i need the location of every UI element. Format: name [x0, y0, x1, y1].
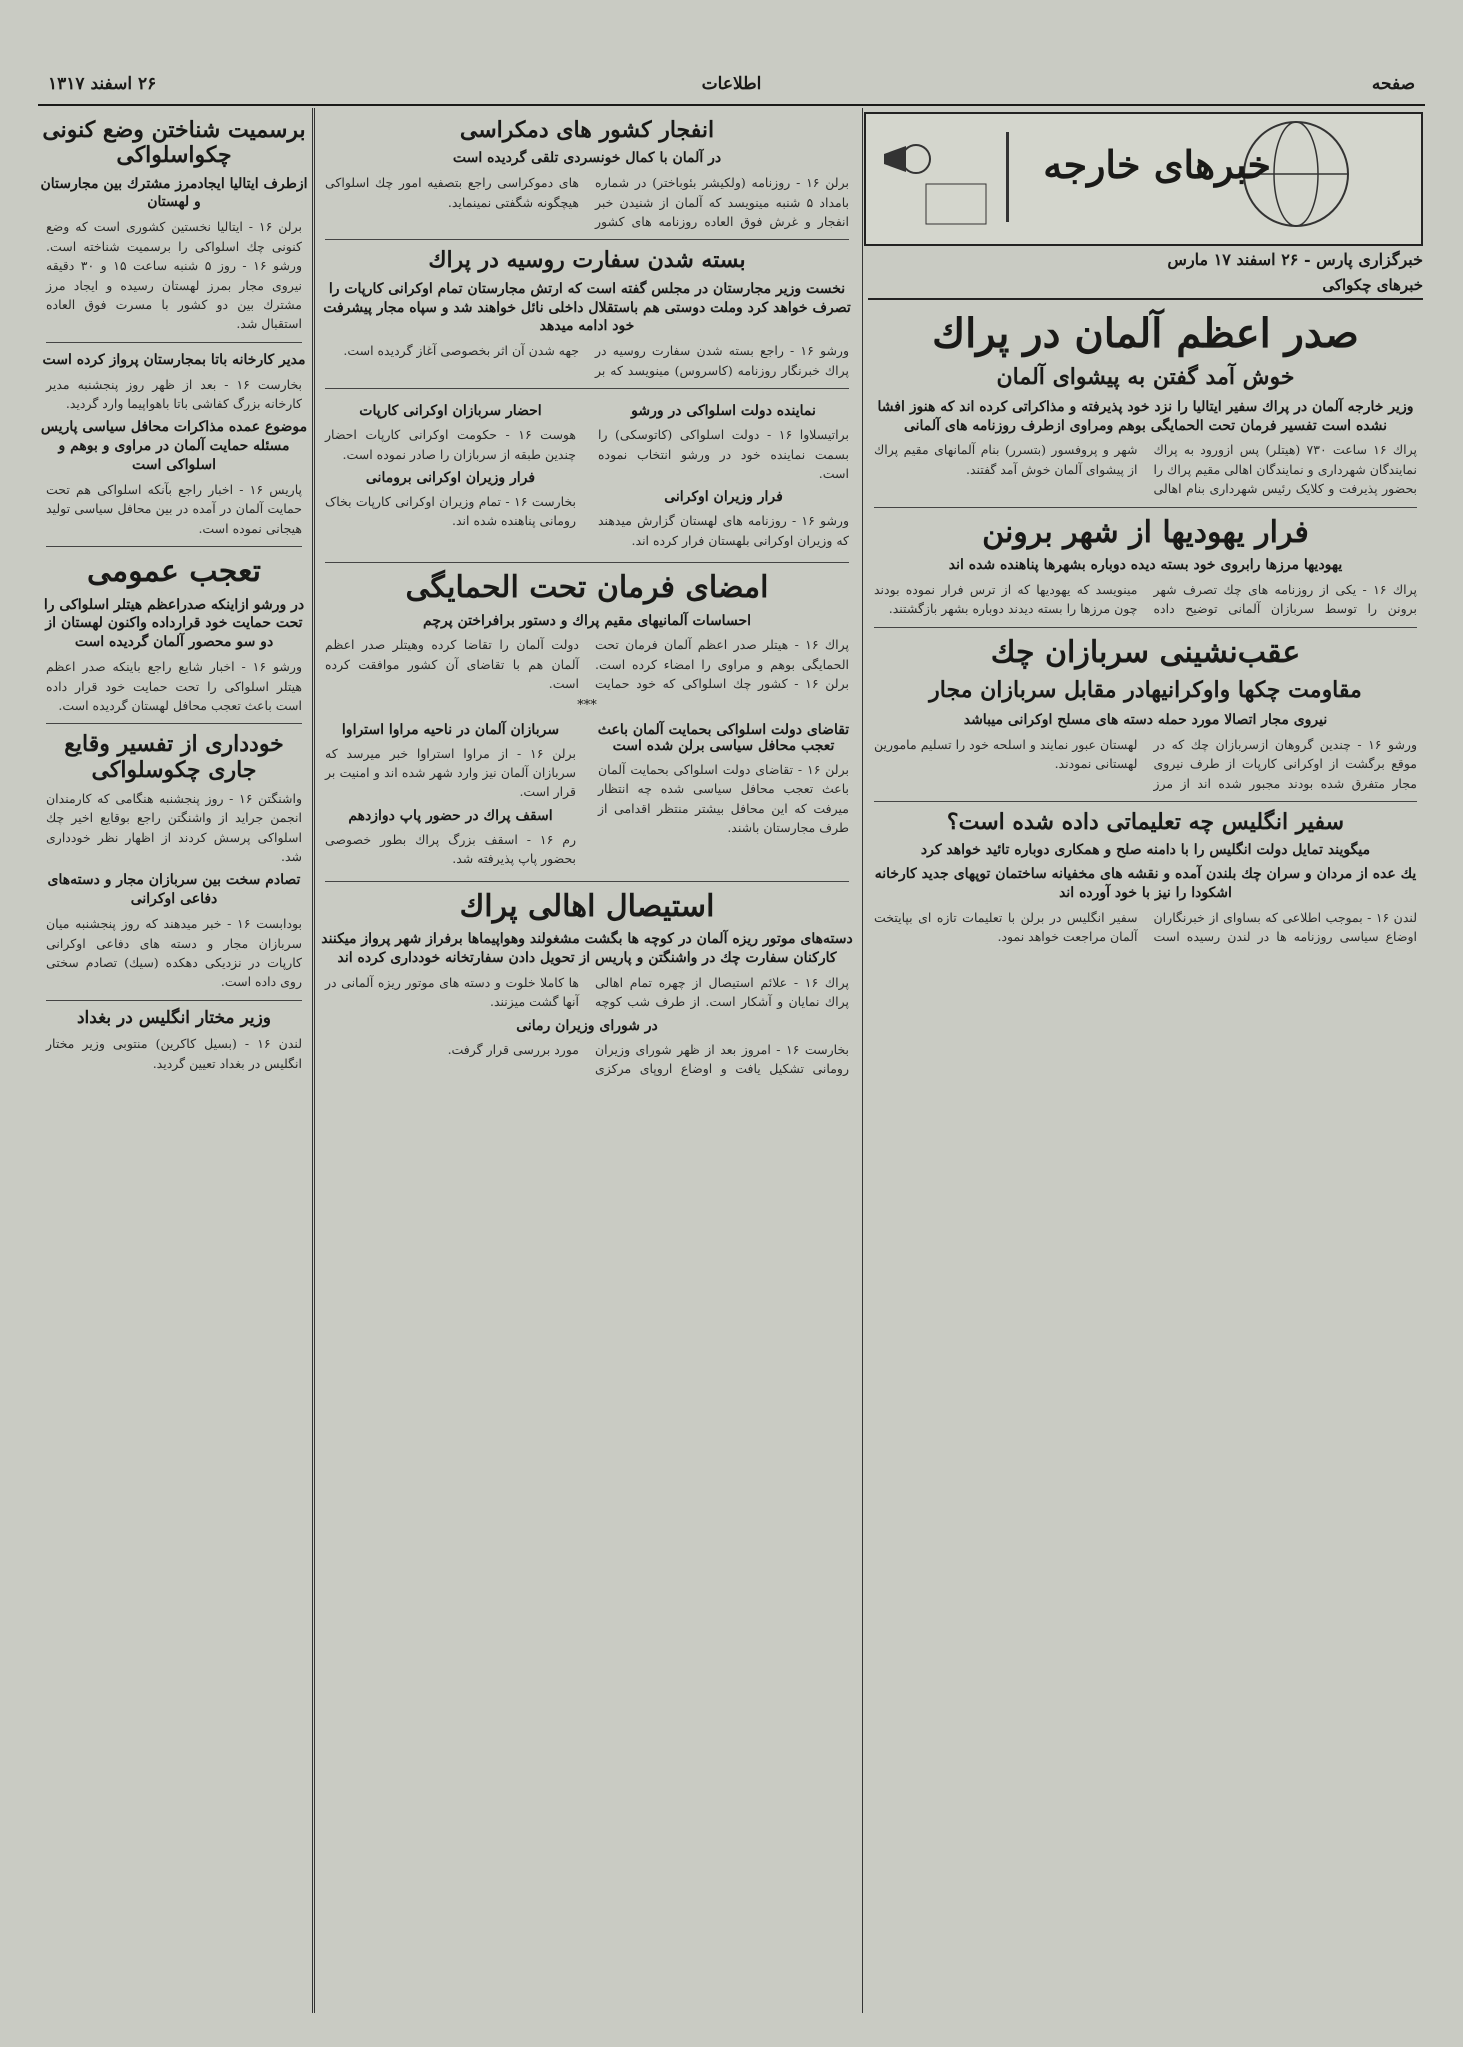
embassy-headline: بسته شدن سفارت روسیه در پراك: [428, 247, 746, 274]
divider: [325, 562, 849, 563]
divider: [874, 627, 1417, 628]
rep-headline: نماینده دولت اسلواکی در ورشو: [631, 403, 816, 420]
troops-headline: سربازان آلمان در ناحیه مراوا استراوا: [341, 721, 560, 738]
summon-body: هوست ۱۶ - حکومت اوکرانی کارپات احضار چندین طبقه از سربازان را صادر نموده است.: [325, 427, 576, 462]
divider: [46, 1000, 302, 1001]
council-body: بخارست ۱۶ - امروز بعد از ظهر شورای وزیران رومانی تشکیل یافت و اوضاع اروپای مرکزی مورد بررسی قرار گرفت.: [447, 1041, 849, 1077]
page-label: صفحه: [1371, 74, 1415, 94]
recognize-headline: برسمیت شناختن وضع کنونی چکواسلواکی: [42, 117, 306, 169]
divider: [874, 801, 1417, 802]
divider: [874, 507, 1417, 508]
brief-left-2: [319, 716, 582, 873]
retreat-body: ورشو ۱۶ - چندین گروهان ازسربازان چك که در موقع برگشت از اوکرانی کارپات از طرف نیروی مجار متفرق شده بودند مجبور شده اند از مرز لهستان عبور نمایند و اسلحه خود را تسلیم مامورین لهستانی نمودند.: [874, 736, 1417, 791]
surprise-headline: تعجب عمومی: [87, 554, 261, 590]
bishop-headline: اسقف پراك در حضور پاپ دوازدهم: [348, 807, 553, 824]
brief-row-2: [319, 716, 855, 873]
protectorate-headline: امضای فرمان تحت الحمایگی: [405, 570, 769, 606]
brief-right: [592, 397, 855, 554]
middle-column: [319, 112, 855, 2012]
clash-headline: تصادم سخت بین سربازان مجار و دسته‌های دفاعی اوکرانی: [47, 872, 301, 908]
britain-deck: میگویند تمایل دولت انگلیس را با دامنه صلح و همکاری دوباره تائید خواهد کرد: [920, 842, 1371, 859]
retreat-deck: نیروی مجار اتصالا مورد حمله دسته های مسلح اوکرانی میباشد: [963, 711, 1328, 728]
romania-body: بخارست ۱۶ - تمام وزیران اوکرانی کارپات بخاک رومانی پناهنده شده اند.: [325, 493, 576, 529]
britain-deck-2: یك عده از مردان و سران چك بلندن آمده و نقشه های مخفیانه ساختمان توپهای جدید کارخانه اشکودا را نیز با خود آورده اند: [874, 866, 1417, 902]
ministers-body: ورشو ۱۶ - روزنامه های لهستان گزارش میدهند که وزیران اوکرانی بلهستان فرار کرده اند.: [598, 513, 850, 548]
retreat-headline: عقب‌نشینی سربازان چك: [990, 634, 1301, 670]
factory-body: بخارست ۱۶ - بعد از ظهر روز پنجشنبه مدیر کارخانه بزرگ کفاشی باتا باهواپیما وارد گردید.: [46, 376, 302, 411]
retreat-subheadline: مقاومت چکها واوکرانیهادر مقابل سربازان مجار: [929, 677, 1362, 704]
divider: [46, 546, 302, 547]
banner-title: خبرهای خارجه: [1043, 142, 1271, 187]
prague-deck: دسته‌های موتور ریزه آلمان در کوچه ها بگشت مشغولند وهواپیماها برفراز شهر پرواز میکنند کارکنان سفارت چك در واشنگتن و پاریس از تحویل دادن سفارتخانه خودداری کرده اند: [321, 931, 853, 967]
surprise-body: ورشو ۱۶ - اخبار شایع راجع باینکه صدر اعظم هیتلر اسلواکی را تحت حمایت خود قرار داده است باعث تعجب محافل لهستان گردیده است.: [46, 659, 302, 713]
refrain-headline: خودداری از تفسیر وقایع جاری چکوسلواکی: [64, 731, 284, 783]
embassy-deck: نخست وزیر مجارستان در مجلس گفته است که ارتش مجارستان تمام اوکرانی کارپات را تصرف خواهد کرد وملت دوستی هم باستقلال داخلی نائل خواهند شد و سپاه مجار پیشرفت خود ادامه میدهد: [323, 280, 851, 335]
democracy-headline: انفجار کشور های دمکراسی: [459, 117, 715, 143]
envoy-body: لندن ۱۶ - (بسیل کاکرین) منتوبی وزیر مختار انگلیس در بغداد تعیین گردید.: [46, 1036, 302, 1071]
paris-body: پاریس ۱۶ - اخبار راجع بآنکه اسلواکی هم تحت حمایت آلمان در آمده در بین محافل سیاسی تولید هیجانی نموده است.: [46, 481, 302, 536]
paris-headline: موضوع عمده مذاکرات محافل سیاسی پاریس مسئله حمایت آلمان در مراوی و بوهم و اسلواکی است: [40, 419, 308, 474]
britain-headline: سفیر انگلیس چه تعلیماتی داده شده است؟: [946, 808, 1345, 835]
recognize-body: برلن ۱۶ - ایتالیا نخستین کشوری است که وضع کنونی چك اسلواکی را برسمیت شناخته است. ورشو ۱۶ - روز ۵ شنبه ساعت ۱۵ و ۳۰ دقیقه نیروی مجار بمرز لهستان رسیده و ایجاد مرز مشترك بین دو کشور با مسرت فوق العاده استقبال شد.: [46, 219, 303, 332]
rep-body: براتیسلاوا ۱۶ - دولت اسلواکی (کاتوسکی) را بسمت نماینده خود در ورشو انتخاب نموده است.: [598, 427, 849, 481]
clash-body: بودابست ۱۶ - خبر میدهند که روز پنجشنبه میان سربازان مجار و دسته های دفاعی اوکرانی کارپات در نزدیکی دهکده (سیك) تصادم سختی روی داده است.: [46, 916, 302, 990]
slovak-headline: تقاضای دولت اسلواکی بحمایت آلمان باعث تعجب محافل سیاسی برلن شده است: [597, 721, 850, 754]
divider: [46, 342, 302, 343]
paper-name: اطلاعات: [701, 74, 762, 94]
brief-left: [319, 397, 582, 554]
romania-headline: فرار وزیران اوکرانی برومانی: [365, 469, 536, 486]
section-label: خبرهای چکواکی: [868, 276, 1423, 300]
surprise-subheadline: در ورشو ازاینکه صدراعظم هیتلر اسلواکی را تحت حمایت خود قرارداده واکنون لهستان از دو سو محصور آلمان گردیده است: [43, 596, 305, 651]
jews-subheadline: یهودیها مرزها رابروی خود بسته دیده دوباره بشهرها پناهنده شده اند: [948, 557, 1343, 574]
troops-body: برلن ۱۶ - از مراوا استراوا خبر میرسد که سربازان آلمان نیز وارد شهر شده اند و امنیت بر قرار است.: [325, 745, 576, 800]
envoy-headline: وزیر مختار انگلیس در بغداد: [76, 1007, 271, 1028]
agency-line: خبرگزاری پارس - ۲۶ اسفند ۱۷ مارس: [1167, 250, 1423, 269]
column-rule: [312, 108, 313, 2013]
jews-body: پراك ۱۶ - یکی از روزنامه های چك تصرف شهر برونن را توسط سربازان آلمانی توضیح داده مینویسد که یهودیها که از ترس فرار نموده بودند چون مرزها را بسته دیدند دوباره بشهر بازگشتند.: [874, 581, 1417, 617]
embassy-body: ورشو ۱۶ - راجع بسته شدن سفارت روسیه در پراك خبرنگار روزنامه (کاسروس) مینویسد که بر جهه شدن آن اثر بخصوصی آغاز گردیده است.: [343, 343, 849, 378]
lead-deck: وزیر خارجه آلمان در پراك سفیر ایتالیا را نزد خود پذیرفته و مذاکراتی کرده اند که هنوز افشا نشده است تفسیر فرمان تحت الحمایگی بوهم ومراوی ازطرف روزنامه های آلمانی: [877, 398, 1414, 434]
brief-right-2: [592, 716, 855, 873]
divider: [325, 881, 849, 882]
brief-row: [319, 397, 855, 554]
column-rule: [862, 108, 863, 2013]
foreign-news-banner: [864, 112, 1423, 246]
britain-body: لندن ۱۶ - بموجب اطلاعی که بساوای از خبرنگاران اوضاع سیاسی روزنامه ها در لندن رسیده است سفیر انگلیس در برلن با تعلیمات تازه ای بپایتخت آلمان مراجعت خواهد نمود.: [874, 909, 1417, 945]
summon-headline: احضار سربازان اوکرانی کارپات: [359, 403, 542, 420]
refrain-body: واشنگتن ۱۶ - روز پنجشنبه هنگامی که کارمندان انجمن جراید از واشنگتن راجع بوقایع اخیر چك اسلواکی پرسش کردند از اظهار نظر خودداری شد.: [46, 790, 302, 865]
lead-body: پراك ۱۶ ساعت ۷۳۰ (هیتلر) پس ازورود به پراك نمایندگان شهرداری و نمایندگان اهالی مقیم پراك را بحضور پذیرفت و کلایک رئیس شهرداری بنام اهالی شهر و پروفسور (بتسرر) بنام آلمانهای مقیم پراك از پیشوای آلمان خوش آمد گفتند.: [874, 442, 1417, 497]
factory-headline: مدیر کارخانه باتا بمجارستان پرواز کرده است: [42, 351, 306, 368]
bishop-body: رم ۱۶ - اسقف بزرگ پراك بطور خصوصی بحضور پاپ پذیرفته شد.: [325, 831, 577, 867]
column-rule: [314, 108, 315, 2013]
prague-body: پراك ۱۶ - علائم استیصال از چهره تمام اهالی پراك نمایان و آشکار است. از طرف شب کوچه ها کاملا خلوت و دسته های موتور ریزه آلمانی در آنها گشت میزنند.: [325, 974, 850, 1010]
page-header: [38, 70, 1425, 106]
protectorate-subheadline: احساسات آلمانیهای مقیم پراك و دستور برافراختن پرچم: [423, 612, 751, 629]
lead-headline: صدر اعظم آلمان در پراك: [932, 310, 1359, 357]
recognize-subheadline: ازطرف ایتالیا ایجادمرز مشترك بین مجارستان و لهستان: [40, 175, 308, 211]
divider: [325, 388, 849, 389]
left-column: [40, 112, 308, 2012]
jews-headline: فرار یهودیها از شهر برونن: [982, 514, 1309, 550]
slovak-body: برلن ۱۶ - تقاضای دولت اسلواکی بحمایت آلمان باعث تعجب محافل سیاسی شده چه انتظار میرفت که این محافل بیشتر منتظر اقدامی از طرف مجارستان باشند.: [598, 761, 849, 835]
right-column: [868, 305, 1423, 2015]
separator-stars: ***: [577, 697, 597, 713]
ministers-headline: فرار وزیران اوکرانی: [664, 489, 783, 506]
democracy-body: برلن ۱۶ - روزنامه (ولکیشر بئوباختر) در شماره بامداد ۵ شنبه مینویسد که آلمان از شنیدن خبر انفجار و غرش فوق العاده روزنامه های کشور های دموکراسی راجع بتصفیه امور چك اسلواکی هیچگونه شگفتی نمینماید.: [325, 175, 850, 229]
divider: [325, 239, 849, 240]
democracy-subheadline: در آلمان با کمال خونسردی تلقی گردیده است: [452, 150, 722, 167]
divider: [46, 723, 302, 724]
protectorate-body: پراك ۱۶ - هیتلر صدر اعظم آلمان فرمان تحت الحمایگی بوهم و مراوی را امضاء کرده است. برلن ۱۶ - کشور چك اسلواکی که خود حمایت دولت آلمان را تقاضا کرده وهیتلر صدر اعظم آلمان هم با تقاضای آن کشور موافقت کرده است.: [325, 637, 849, 692]
issue-date: ۲۶ اسفند ۱۳۱۷: [48, 74, 157, 94]
lead-subheadline: خوش آمد گفتن به پیشوای آلمان: [996, 364, 1295, 390]
council-headline: در شورای وزیران رمانی: [516, 1017, 658, 1034]
prague-headline: استیصال اهالی پراك: [459, 888, 715, 924]
